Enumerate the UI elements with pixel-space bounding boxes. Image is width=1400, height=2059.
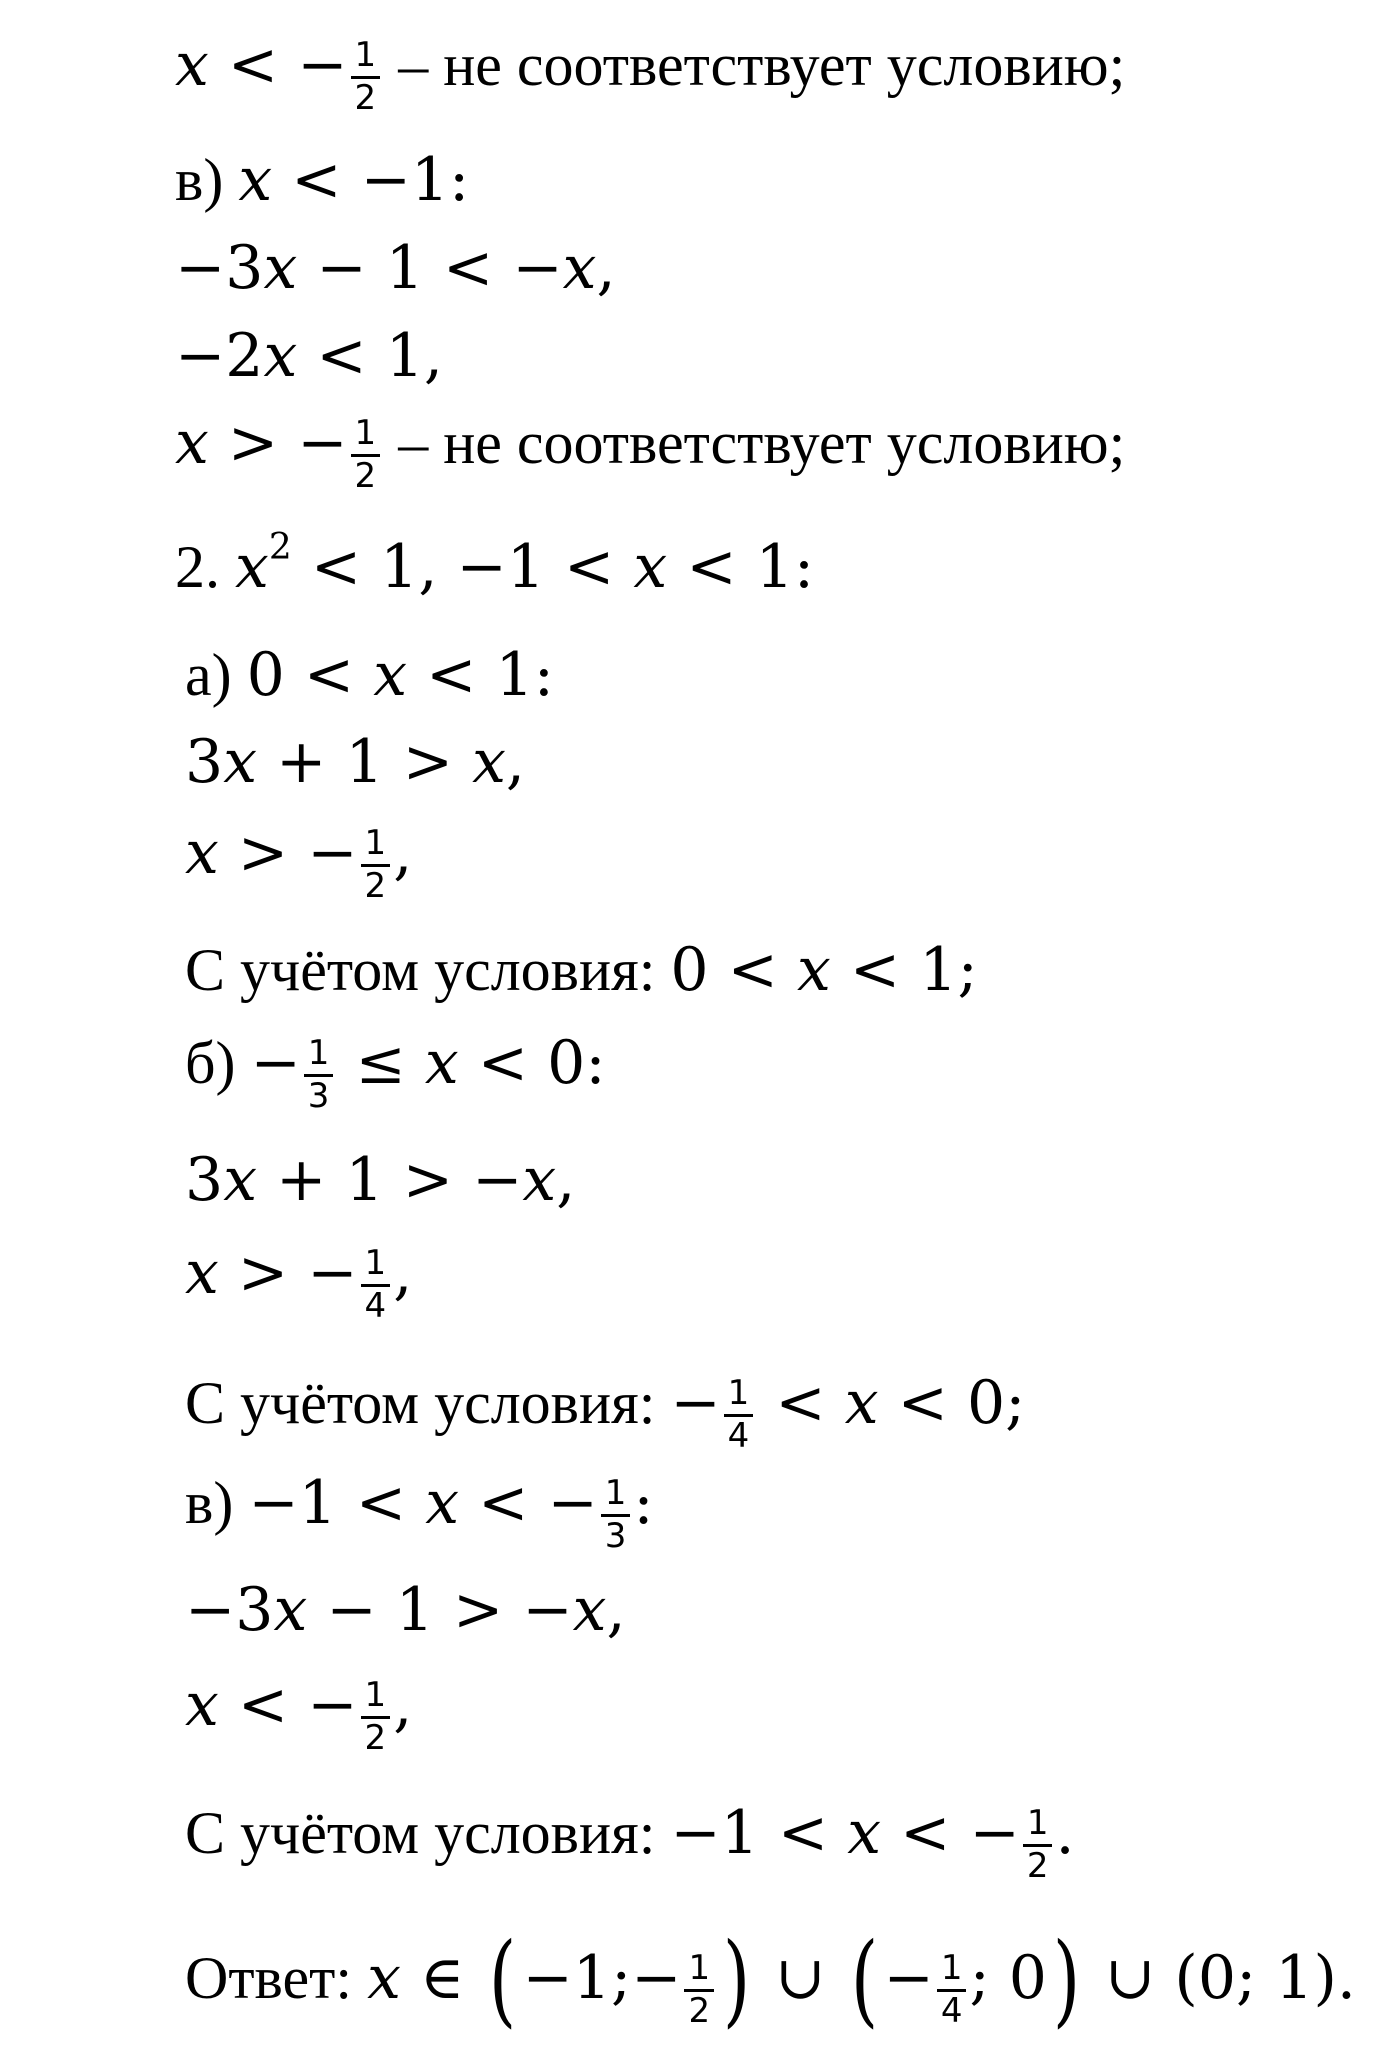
punct-semicolon: ; [1005,1367,1026,1438]
label-v: в) [185,1469,249,1536]
op-minus: − [522,1575,573,1645]
line-19 [185,1921,1356,2038]
label-a: а) [185,642,247,708]
punct-semicolon: ; [610,1943,632,2013]
num-0: 0 [246,640,285,710]
punct-period: . [1055,1797,1075,1868]
line-1 [175,29,1126,118]
paren-open-small: ( [1174,1943,1198,2013]
op-lt: < [459,1467,548,1538]
op-minus: − [307,817,358,888]
op-minus: − [307,1237,358,1308]
op-plus: + [257,727,346,797]
punct-comma: , [556,1145,576,1215]
var-x: x [238,145,273,215]
line-4 [175,321,443,391]
fraction [724,1373,754,1456]
fraction [1023,1803,1053,1886]
op-le: ≤ [336,1027,425,1098]
var-x: x [263,233,298,303]
num-1: 1 [385,321,424,391]
op-minus: − [472,1145,523,1215]
op-gt: > [208,407,298,478]
op-minus: − [297,407,348,478]
num-3: 3 [235,1575,274,1645]
space [990,1943,1009,2013]
num-1: 1 [298,1467,337,1538]
fraction [351,35,381,118]
punct-semicolon: ; [969,1943,990,2013]
op-minus: − [969,1797,1020,1868]
denominator: 2 [364,1717,387,1758]
numerator: 1 [361,826,391,867]
numerator: 1 [361,1246,391,1287]
space [377,1575,396,1645]
exponent: 2 [268,527,292,568]
numerator: 1 [351,416,381,457]
op-gt: > [433,1575,523,1645]
line-9 [185,817,413,906]
text-with-condition: С учётом условия: [185,1799,671,1866]
op-lt: < [272,145,361,215]
punct-comma: , [418,532,438,602]
op-gt: > [383,727,473,797]
num-0: 0 [966,1367,1006,1438]
op-lt: < [208,29,298,100]
num-0: 0 [1197,1943,1236,2013]
num-1: 1 [506,532,545,602]
op-lt: < [284,640,374,710]
numerator: 1 [361,1678,391,1719]
num-1: 1 [395,1575,434,1645]
var-x: x [235,532,269,602]
denominator: 3 [307,1075,330,1116]
var-x: x [223,727,258,797]
var-x: x [367,1943,401,2013]
punct-semicolon: ; [1236,1943,1257,2013]
op-minus: − [316,233,367,303]
var-x: x [424,1027,459,1098]
num-1: 1 [572,1943,611,2013]
var-x: x [562,233,597,303]
punct-comma: , [393,817,413,888]
numerator: 1 [937,1951,967,1992]
line-15 [185,1467,654,1556]
line-12 [185,1145,576,1215]
op-minus: − [297,29,348,100]
fraction [351,413,381,496]
var-x: x [273,1575,308,1645]
numerator: 1 [1023,1806,1053,1847]
num-1: 1 [720,1797,759,1868]
num-1: 1 [345,727,384,797]
punct-colon: : [633,1467,654,1538]
paren-open: ( [489,1921,517,2038]
space [367,233,386,303]
space [437,532,456,602]
var-x: x [185,1237,219,1308]
text-with-condition: С учётом условия: [185,937,671,1003]
punct-comma: , [606,1575,626,1645]
num-2: 2 [225,321,264,391]
var-x: x [522,1145,557,1215]
op-lt: < [407,640,496,710]
op-minus-spaced [297,233,316,303]
paren-close: ) [1052,1921,1081,2038]
fraction [601,1473,631,1556]
line-18 [185,1797,1075,1886]
op-lt: < [297,321,386,391]
fraction [684,1948,714,2031]
text-with-condition: С учётом условия: [185,1369,671,1436]
op-plus: + [257,1145,346,1215]
var-x: x [373,640,408,710]
op-union: ∪ [1085,1943,1175,2013]
num-3: 3 [185,1145,224,1215]
op-minus: − [175,321,226,391]
op-lt: < [758,1797,848,1868]
var-x: x [572,1575,607,1645]
space [307,1575,326,1645]
op-union: ∪ [756,1943,845,2013]
var-x: x [425,1467,460,1538]
punct-colon: : [533,640,554,710]
op-lt: < [336,1467,426,1538]
op-lt: < [423,233,513,303]
line-7 [185,640,554,710]
denominator: 3 [604,1515,627,1556]
line-14 [185,1367,1026,1456]
num-1: 1 [385,233,424,303]
fraction [361,1675,391,1758]
space [1256,1943,1275,2013]
op-lt: < [878,1367,967,1438]
var-x: x [472,727,506,797]
text-answer: Ответ: [185,1945,368,2011]
var-x: x [847,1797,882,1868]
op-lt: < [708,935,797,1005]
var-x: x [844,1367,879,1438]
op-minus: − [185,1575,236,1645]
var-x: x [185,817,219,888]
var-x: x [263,321,298,391]
line-5 [175,407,1126,496]
op-lt: < [830,935,920,1005]
op-gt: > [383,1145,473,1215]
op-minus: − [456,532,507,602]
numerator: 1 [724,1376,754,1417]
num-1: 1 [380,532,419,602]
punct-comma: , [596,233,616,303]
num-1: 1 [345,1145,384,1215]
punct-colon: : [793,532,815,602]
punct-comma: , [505,727,525,797]
denominator: 2 [354,77,377,118]
punct-comma: , [423,321,443,391]
op-minus: − [670,1367,721,1438]
line-8 [185,727,525,797]
op-lt: < [756,1367,845,1438]
op-minus: − [631,1943,682,2013]
punct-colon: : [585,1027,606,1098]
op-lt: < [667,532,756,602]
paren-close-small: ) [1313,1943,1337,2013]
fraction [361,1243,391,1326]
line-6 [175,527,815,602]
var-x: x [175,29,209,100]
denominator: 4 [940,1990,963,2031]
op-lt: < [544,532,634,602]
fraction [937,1948,967,2031]
line-2 [175,145,470,215]
label-b: б) [185,1029,251,1096]
num-1: 1 [1275,1943,1314,2013]
text-not-match: – не соответствует условию; [383,31,1126,98]
op-minus: − [512,233,563,303]
num-1: 1 [410,145,450,215]
op-minus: − [547,1467,598,1538]
op-minus: − [883,1943,934,2013]
var-x: x [633,532,668,602]
num-0: 0 [670,935,709,1005]
punct-semicolon: ; [957,935,978,1005]
op-lt: < [458,1027,548,1098]
num-3: 3 [185,727,224,797]
num-1: 1 [495,640,534,710]
op-lt: < [218,1669,308,1740]
punct-comma: , [393,1669,413,1740]
var-x: x [175,407,209,478]
op-minus: − [307,1669,358,1740]
punct-colon: : [449,145,470,215]
paren-open: ( [850,1921,878,2038]
item-number: 2. [175,534,235,600]
line-11 [185,1027,606,1116]
op-minus: − [326,1575,377,1645]
line-13 [185,1237,413,1326]
op-gt: > [218,817,308,888]
denominator: 4 [364,1285,387,1326]
op-minus: − [250,1027,301,1098]
op-in: ∈ [400,1943,484,2013]
num-1: 1 [755,532,794,602]
op-lt: < [291,532,381,602]
op-minus: − [360,145,411,215]
var-x: x [796,935,831,1005]
line-3 [175,233,616,303]
fraction [304,1033,334,1116]
op-minus: − [248,1467,299,1538]
label-v: в) [175,147,239,213]
num-0: 0 [1008,1943,1047,2013]
punct-period: . [1336,1943,1356,2013]
op-minus: − [670,1797,721,1868]
line-16 [185,1575,626,1645]
paren-close: ) [722,1921,751,2038]
numerator: 1 [351,38,381,79]
var-x: x [185,1669,219,1740]
numerator: 1 [601,1476,631,1517]
op-minus: − [175,233,226,303]
denominator: 2 [354,455,377,496]
denominator: 4 [727,1415,750,1456]
op-minus: − [522,1943,573,2013]
punct-comma: , [393,1237,413,1308]
op-gt: > [218,1237,308,1308]
num-3: 3 [225,233,264,303]
numerator: 1 [684,1951,714,1992]
denominator: 2 [1026,1845,1049,1886]
denominator: 2 [364,865,387,906]
op-lt: < [881,1797,970,1868]
line-10 [185,935,978,1005]
numerator: 1 [304,1036,334,1077]
fraction [361,823,391,906]
line-17 [185,1669,413,1758]
denominator: 2 [688,1990,711,2031]
num-0: 0 [547,1027,586,1098]
num-1: 1 [919,935,958,1005]
var-x: x [223,1145,258,1215]
text-not-match: – не соответствует условию; [383,409,1126,476]
